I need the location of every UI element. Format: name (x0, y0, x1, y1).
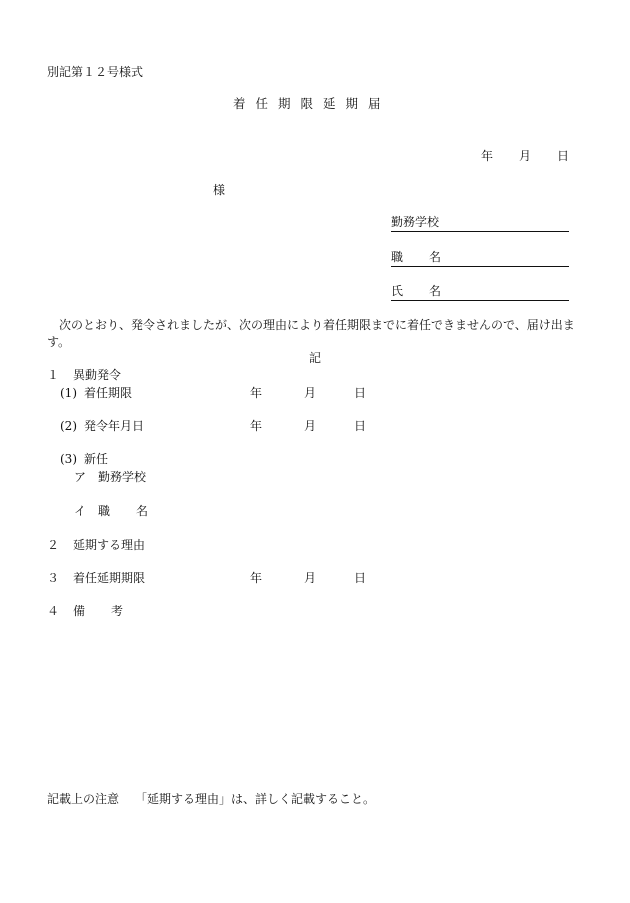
filling-note-text: 「延期する理由」は、詳しく記載すること。 (135, 792, 376, 806)
item-1 (47, 367, 121, 383)
item-3 (47, 570, 145, 586)
sender-name-label: 氏名 (391, 284, 468, 298)
filling-note (47, 791, 375, 807)
date-line (481, 148, 569, 164)
item-1-2-year: 年 (250, 419, 263, 433)
item-4-number: ４ (47, 604, 60, 618)
item-3-date[interactable] (250, 570, 366, 586)
body-text: 次のとおり、発令されましたが、次の理由により着任期限までに着任できませんので、届け出ます。 (47, 318, 575, 350)
item-1-2-number: (2) (60, 419, 77, 433)
item-1-2 (60, 418, 144, 434)
item-3-year: 年 (250, 571, 263, 585)
item-2-label: 延期する理由 (73, 538, 146, 552)
item-3-label: 着任延期期限 (73, 571, 146, 585)
sender-school-label: 勤務学校 (391, 215, 440, 229)
date-year-label: 年 (481, 149, 494, 163)
filling-note-label: 記載上の注意 (47, 792, 120, 806)
sender-position-field[interactable] (391, 249, 569, 267)
item-1-3-number: (3) (60, 452, 77, 466)
form-number: 別記第１２号様式 (47, 65, 144, 79)
item-1-3-a-label: 勤務学校 (98, 470, 147, 484)
sender-position-label: 職名 (391, 250, 468, 264)
addressee-suffix: 様 (213, 183, 226, 197)
item-1-3-label: 新任 (84, 452, 109, 466)
item-2 (47, 537, 145, 553)
item-1-1-number: (1) (60, 386, 77, 400)
item-3-month: 月 (304, 571, 317, 585)
item-1-3-a-number: ア (74, 470, 87, 484)
item-1-1-date[interactable] (250, 385, 366, 401)
item-1-3-i-number: イ (74, 504, 87, 518)
item-1-3-i (74, 503, 174, 519)
item-3-number: ３ (47, 571, 60, 585)
item-1-2-month: 月 (304, 419, 317, 433)
item-1-2-date[interactable] (250, 418, 366, 434)
item-1-1-year: 年 (250, 386, 263, 400)
date-month-label: 月 (519, 149, 532, 163)
item-1-1-month: 月 (304, 386, 317, 400)
item-4 (47, 603, 149, 619)
date-day-label: 日 (557, 149, 570, 163)
item-1-3-i-label: 職名 (98, 504, 175, 518)
item-1-2-label: 発令年月日 (84, 419, 145, 433)
item-1-3 (60, 451, 108, 467)
item-1-1-label: 着任期限 (84, 386, 133, 400)
item-3-day: 日 (354, 571, 367, 585)
item-1-label: 異動発令 (73, 368, 122, 382)
ki-heading: 記 (309, 351, 322, 365)
item-1-1-day: 日 (354, 386, 367, 400)
sender-name-field[interactable] (391, 283, 569, 301)
item-1-2-day: 日 (354, 419, 367, 433)
item-4-label: 備考 (73, 604, 150, 618)
item-1-3-a (74, 469, 146, 485)
document-title: 着任期限延期届 (233, 96, 391, 111)
item-1-number: １ (47, 368, 60, 382)
item-2-number: ２ (47, 538, 60, 552)
sender-school-field[interactable] (391, 214, 569, 232)
